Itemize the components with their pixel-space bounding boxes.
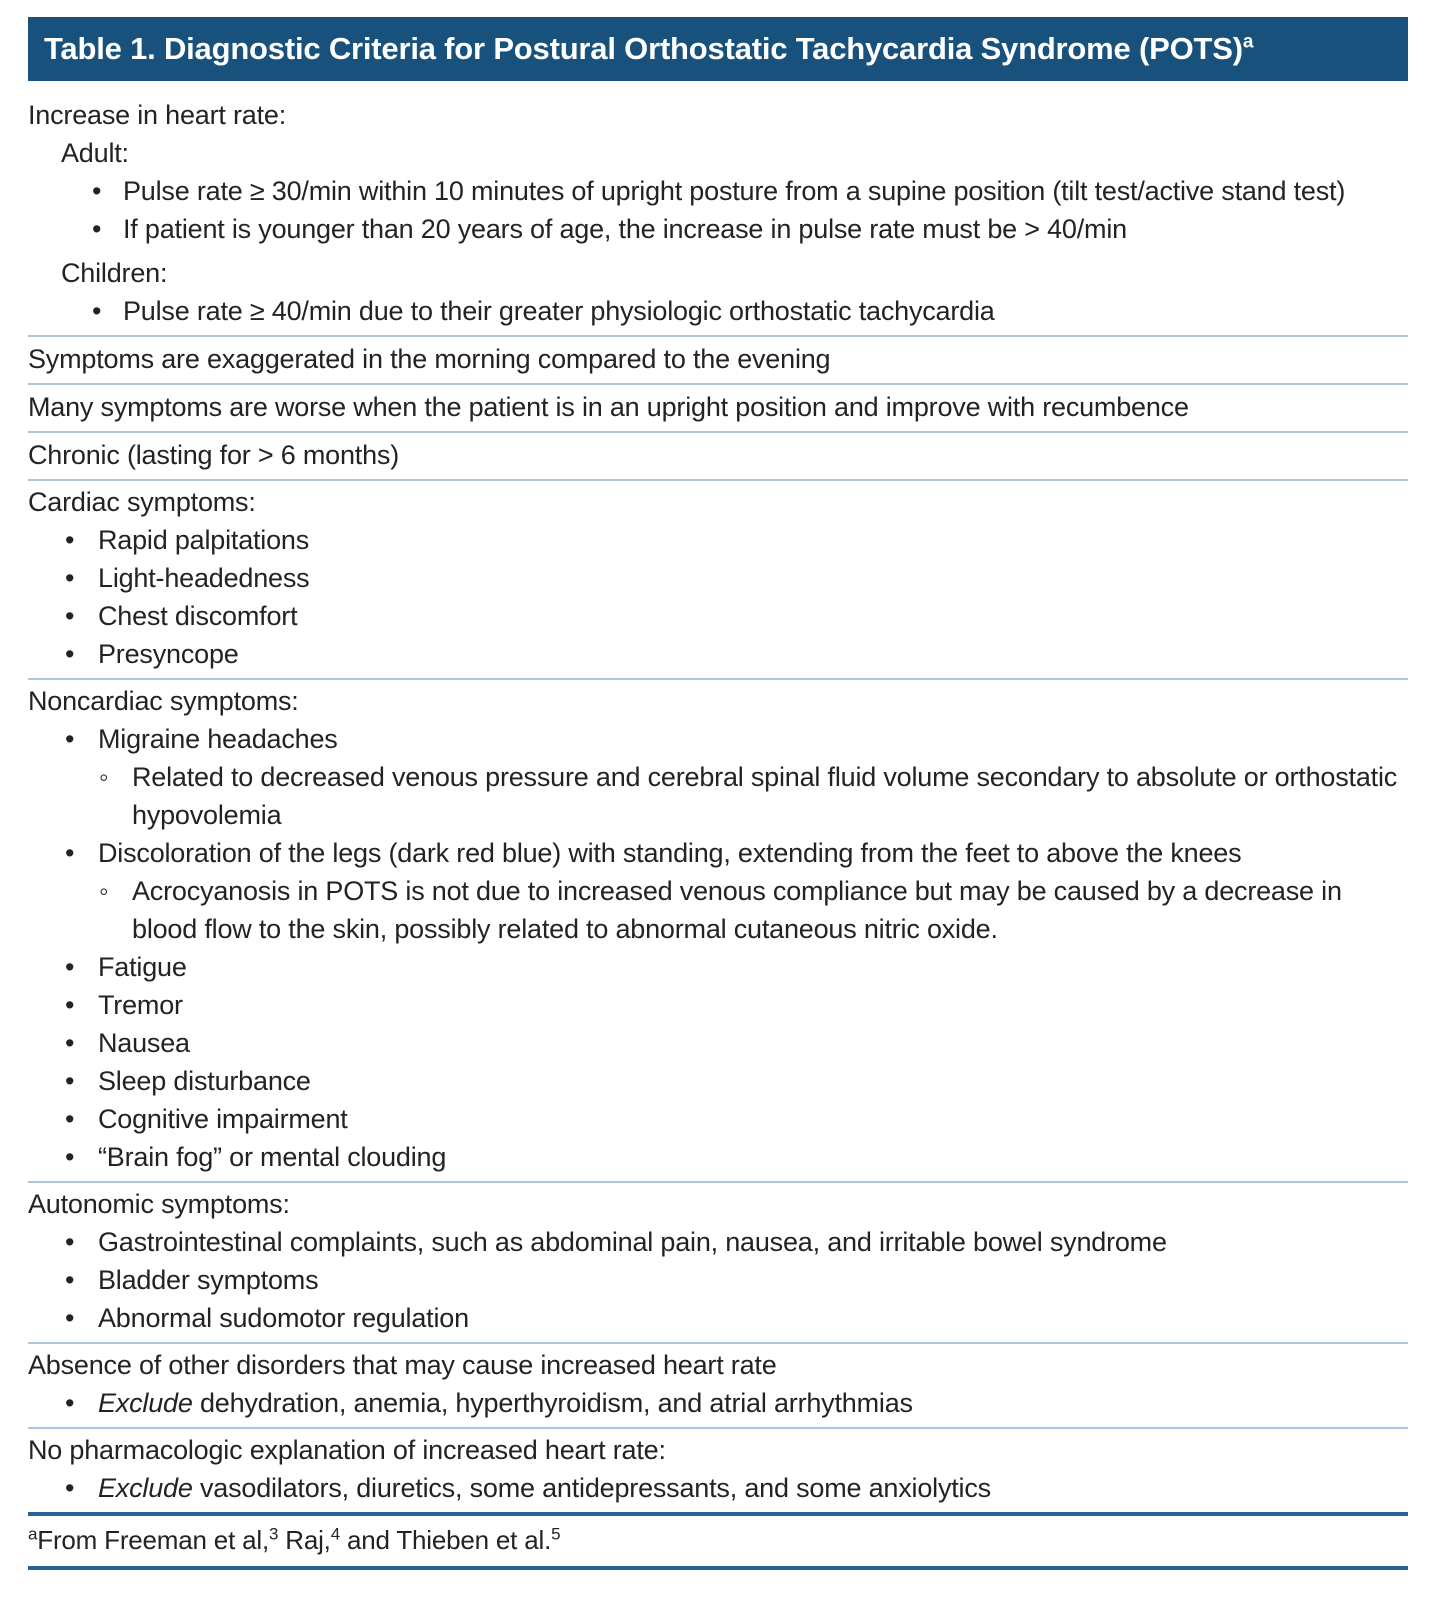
- section-upright-position: [28, 385, 1408, 431]
- bullet-item: • Pulse rate ≥ 30/min within 10 minutes of upright posture from a supine position (tilt test/active stand test): [28, 172, 1408, 210]
- table-title-bar: [28, 17, 1408, 81]
- bullet-icon: •: [65, 1104, 75, 1134]
- bullet-item: • “Brain fog” or mental clouding: [28, 1138, 1408, 1176]
- bullet-item: • Chest discomfort: [28, 597, 1408, 635]
- exclude-italic-lead: Exclude: [98, 1388, 193, 1418]
- subgroup-label-adult: Adult:: [61, 138, 129, 168]
- criteria-heading: Noncardiac symptoms:: [28, 686, 299, 716]
- bullet-icon: •: [65, 1066, 75, 1096]
- bullet-icon: •: [92, 176, 102, 206]
- footnote-superscript: 5: [551, 1524, 561, 1544]
- bullet-item: • Cognitive impairment: [28, 1100, 1408, 1138]
- bullet-item: • Sleep disturbance: [28, 1062, 1408, 1100]
- sub-bullet-item: ◦ Acrocyanosis in POTS is not due to increased venous compliance but may be caused by a decrease in blood flow to the skin, possibly related to abnormal cutaneous nitric oxide.: [28, 872, 1408, 948]
- footnote-text: From Freeman et al,: [37, 1525, 269, 1555]
- bullet-item: • Tremor: [28, 986, 1408, 1024]
- section-no-pharmacologic-explanation: [28, 1429, 1408, 1512]
- footnote-text: Raj,: [278, 1525, 331, 1555]
- circle-bullet-icon: ◦: [99, 876, 109, 906]
- circle-bullet-icon: ◦: [99, 762, 109, 792]
- bullet-icon: •: [65, 563, 75, 593]
- sub-bullet-item: ◦ Related to decreased venous pressure and cerebral spinal fluid volume secondary to absolute or orthostatic hypovolemia: [28, 758, 1408, 834]
- subgroup-label-children: Children:: [61, 258, 168, 288]
- bullet-item: • Abnormal sudomotor regulation: [28, 1299, 1408, 1337]
- bullet-icon: •: [65, 1028, 75, 1058]
- bullet-icon: •: [65, 1142, 75, 1172]
- table-title-text: Table 1. Diagnostic Criteria for Postural Orthostatic Tachycardia Syndrome (POTS): [44, 31, 1243, 66]
- footnote-superscript: 3: [268, 1524, 279, 1544]
- bullet-icon: •: [92, 214, 102, 244]
- section-autonomic-symptoms: [28, 1183, 1408, 1342]
- bullet-icon: •: [65, 990, 75, 1020]
- bullet-icon: •: [65, 1473, 75, 1503]
- criteria-heading: Autonomic symptoms:: [28, 1189, 290, 1219]
- footnote-superscript: a: [28, 1524, 38, 1544]
- bullet-item: • Rapid palpitations: [28, 521, 1408, 559]
- criteria-row: Symptoms are exaggerated in the morning compared to the evening: [28, 344, 831, 374]
- bullet-icon: •: [65, 601, 75, 631]
- section-increase-in-heart-rate: [28, 94, 1408, 335]
- criteria-row: Chronic (lasting for > 6 months): [28, 440, 400, 470]
- criteria-heading: No pharmacologic explanation of increased heart rate:: [28, 1435, 666, 1465]
- bullet-item: • Exclude vasodilators, diuretics, some antidepressants, and some anxiolytics: [28, 1469, 1408, 1507]
- bullet-icon: •: [65, 724, 75, 754]
- bullet-item: • Exclude dehydration, anemia, hyperthyroidism, and atrial arrhythmias: [28, 1384, 1408, 1422]
- section-absence-of-other-disorders: [28, 1344, 1408, 1427]
- footnote-superscript: 4: [330, 1524, 340, 1544]
- bullet-icon: •: [65, 952, 75, 982]
- bullet-item: • Bladder symptoms: [28, 1261, 1408, 1299]
- criteria-row: Many symptoms are worse when the patient is in an upright position and improve with recumbence: [28, 392, 1189, 422]
- footnote-bottom-rule: [28, 1566, 1408, 1570]
- exclude-italic-lead: Exclude: [98, 1473, 193, 1503]
- bullet-icon: •: [65, 838, 75, 868]
- bullet-icon: •: [65, 1303, 75, 1333]
- footnote-text: and Thieben et al.: [339, 1525, 552, 1555]
- section-cardiac-symptoms: [28, 481, 1408, 678]
- criteria-heading: Cardiac symptoms:: [28, 487, 256, 517]
- bullet-item: • Pulse rate ≥ 40/min due to their greater physiologic orthostatic tachycardia: [28, 292, 1408, 330]
- bullet-icon: •: [92, 296, 102, 326]
- table-title-superscript: a: [1242, 31, 1254, 53]
- bullet-icon: •: [65, 525, 75, 555]
- bullet-item: • If patient is younger than 20 years of age, the increase in pulse rate must be > 40/min: [28, 210, 1408, 248]
- section-chronic: [28, 433, 1408, 479]
- criteria-heading: Absence of other disorders that may cause increased heart rate: [28, 1350, 777, 1380]
- bullet-item: • Discoloration of the legs (dark red blue) with standing, extending from the feet to above the knees: [28, 834, 1408, 872]
- bullet-item: • Nausea: [28, 1024, 1408, 1062]
- footnote: [28, 1516, 1408, 1566]
- section-noncardiac-symptoms: [28, 680, 1408, 1181]
- bullet-icon: •: [65, 1265, 75, 1295]
- bullet-item: • Gastrointestinal complaints, such as abdominal pain, nausea, and irritable bowel syndrome: [28, 1223, 1408, 1261]
- bullet-icon: •: [65, 1227, 75, 1257]
- bullet-item: • Migraine headaches: [28, 720, 1408, 758]
- bullet-item: • Presyncope: [28, 635, 1408, 673]
- bullet-item: • Light-headedness: [28, 559, 1408, 597]
- section-morning-symptoms: [28, 337, 1408, 383]
- table-body: [28, 81, 1408, 1570]
- bullet-item: • Fatigue: [28, 948, 1408, 986]
- bullet-icon: •: [65, 1388, 75, 1418]
- table-title: [44, 31, 1253, 67]
- criteria-heading: Increase in heart rate:: [28, 100, 287, 130]
- bullet-icon: •: [65, 639, 75, 669]
